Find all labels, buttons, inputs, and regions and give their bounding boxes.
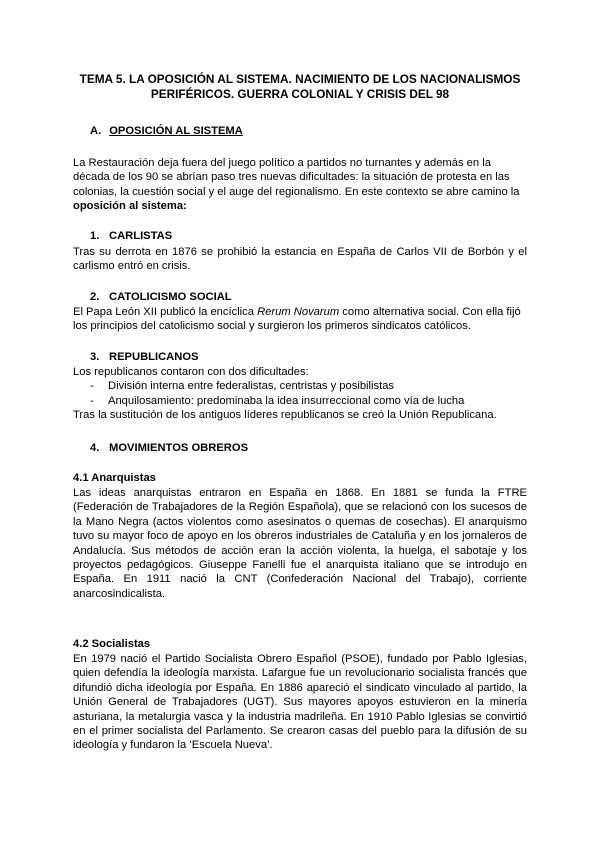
catolicismo-title: CATOLICISMO SOCIAL	[109, 291, 232, 303]
list-item: - División interna entre federalistas, centristas y posibilistas	[73, 379, 527, 393]
socialistas-text: En 1979 nació el Partido Socialista Obrero Español (PSOE), fundado por Pablo Iglesias, quien defendía la ideología marxista. Lafargue fue un revolucionario socialista francés que difundió dicha ideología por España. En 1886 apareció el sindicato vinculado al partido, la Unión General de Trabajadores (UGT). Sus mayores apoyos estuvieron en la minería asturiana, la metalurgia vasca y la industria madrileña. En 1910 Pablo Iglesias se convirtió en el primer socialista del Parlamento. Se crearon casas del pueblo para la difusión de su ideología y fundaron la ‘Escuela Nueva’.	[73, 653, 527, 752]
catolicismo-text-after: como alternativa social. Con ella fijó los principios del catolicismo social y surgieron los primeros sindicatos católicos.	[73, 306, 521, 333]
republicanos-intro: Los republicanos contaron con dos dificultades:	[73, 366, 309, 378]
intro-paragraph	[73, 156, 527, 214]
republicanos-list	[73, 379, 527, 408]
catolicismo-heading	[90, 290, 544, 304]
anarquistas-text: Las ideas anarquistas entraron en España en 1868. En 1881 se funda la FTRE (Federación de Trabajadores de la Región Española), que se relacionó con los sucesos de la Mano Negra (actos violentos como asesinatos o quemas de cosechas). El anarquismo tuvo su mayor foco de apoyo en los obreros industriales de Cataluña y en los jornaleros de Andalucía. Sus métodos de acción eran la acción violenta, la huelga, el sabotaje y los proyectos pedagógicos. Giuseppe Fanelli fue el anarquista italiano que se introdujo en España. En 1911 nació la CNT (Confederación Nacional del Trabajo), corriente anarcosindicalista.	[73, 487, 527, 600]
section-a-letter: A.	[90, 125, 102, 137]
page-title: TEMA 5. LA OPOSICIÓN AL SISTEMA. NACIMIENTO DE LOS NACIONALISMOS PERIFÉRICOS. GUERRA COLONIAL Y CRISIS DEL 98	[79, 72, 521, 101]
obreros-number: 4.	[90, 442, 100, 454]
republicanos-title: REPUBLICANOS	[109, 351, 199, 363]
republicanos-closing: Tras la sustitución de los antiguos líderes republicanos se creó la Unión Republicana.	[73, 409, 497, 422]
republicanos-heading	[90, 350, 544, 364]
anarquistas-heading: 4.1 Anarquistas	[73, 472, 156, 484]
section-a-title: OPOSICIÓN AL SISTEMA	[109, 125, 243, 137]
carlistas-number: 1.	[90, 230, 100, 242]
obreros-heading	[90, 441, 544, 455]
republicanos-number: 3.	[90, 351, 100, 363]
catolicismo-number: 2.	[90, 291, 100, 303]
intro-bold: oposición al sistema:	[73, 200, 187, 213]
section-a-heading	[90, 124, 544, 138]
catolicismo-text-before: El Papa León XII publicó la encíclica	[73, 306, 258, 318]
carlistas-heading	[90, 229, 544, 243]
rerum-novarum-title: Rerum Novarum	[257, 306, 340, 318]
list-item: - Anquilosamiento: predominaba la idea insurreccional como vía de lucha	[73, 394, 527, 408]
socialistas-heading: 4.2 Socialistas	[73, 638, 151, 650]
intro-text: La Restauración deja fuera del juego político a partidos no turnantes y además en la década de los 90 se abrían paso tres nuevas dificultades: la situación de protesta en las colonias, la cuestión social y el auge del regionalismo. En este contexto se abre camino la	[73, 157, 520, 198]
catolicismo-text	[73, 305, 527, 334]
obreros-title: MOVIMIENTOS OBREROS	[109, 442, 249, 454]
republicanos-body	[73, 365, 527, 423]
carlistas-text: Tras su derrota en 1876 se prohibió la estancia en España de Carlos VII de Borbón y el carlismo entró en crisis.	[73, 246, 527, 273]
carlistas-title: CARLISTAS	[109, 230, 173, 242]
